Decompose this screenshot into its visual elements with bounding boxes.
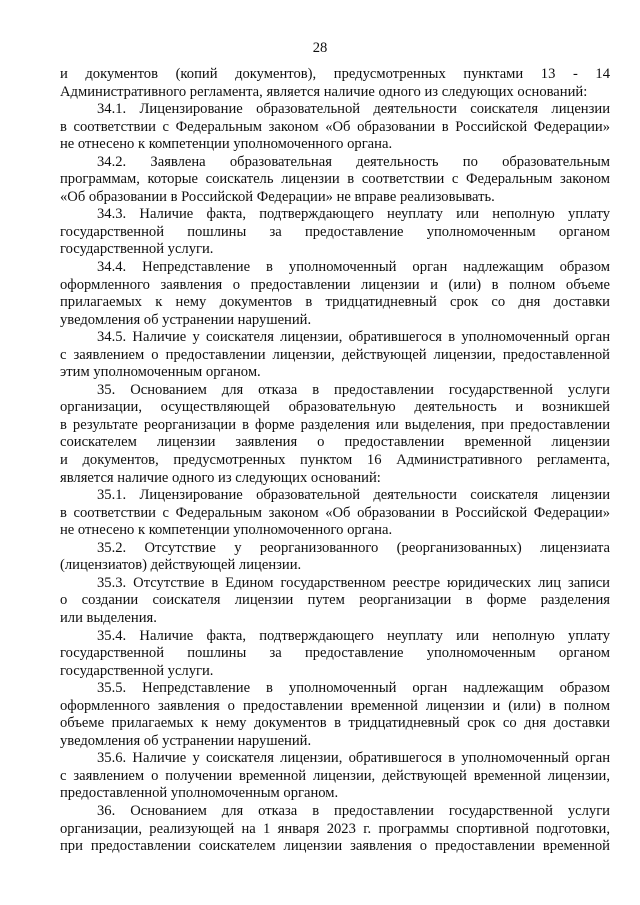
text-line: 35.5. Непредставление в уполномоченный орган надлежащим образом [97, 680, 610, 697]
text-line: прилагаемых к нему документов в тридцатидневный срок со дня доставки [60, 294, 610, 311]
paragraph [60, 540, 610, 575]
text-line: 34.1. Лицензирование образовательной деятельности соискателя лицензии [97, 101, 610, 118]
paragraph [60, 803, 610, 856]
text-line: организации, реализующей на 1 января 2023 г. программы спортивной подготовки, [60, 820, 610, 837]
paragraph [60, 154, 610, 207]
text-line: с заявлением о получении временной лицензии, действующей временной лицензии, [60, 767, 610, 784]
text-line: 35.2. Отсутствие у реорганизованного (реорганизованных) лицензиата [97, 539, 610, 556]
text-line: 34.3. Наличие факта, подтверждающего неуплату или неполную уплату [97, 206, 610, 223]
text-line: этим уполномоченным органом. [60, 364, 261, 381]
text-line: предоставленной уполномоченным органом. [60, 785, 339, 802]
text-line: «Об образовании в Российской Федерации» не вправе реализовывать. [60, 188, 495, 205]
text-line: 35.4. Наличие факта, подтверждающего неуплату или неполную уплату [97, 627, 610, 644]
text-line: 35. Основанием для отказа в предоставлении государственной услуги [97, 381, 610, 398]
text-line: с заявлением о предоставлении лицензии, действующей лицензии, предоставленной [60, 346, 610, 363]
text-line: при предоставлении соискателем лицензии заявления о предоставлении временной [60, 838, 610, 855]
text-line: 34.2. Заявлена образовательная деятельность по образовательным [97, 153, 610, 170]
text-line: уведомления об устранении нарушений. [60, 311, 312, 328]
paragraph [60, 101, 610, 154]
text-line: 34.5. Наличие у соискателя лицензии, обратившегося в уполномоченный орган [97, 329, 610, 346]
document-body [60, 66, 610, 856]
text-line: не отнесено к компетенции уполномоченного органа. [60, 136, 393, 153]
text-line: объеме прилагаемых к нему документов в тридцатидневный срок со дня доставки [60, 715, 610, 732]
text-line: не отнесено к компетенции уполномоченного органа. [60, 522, 393, 539]
paragraph [60, 206, 610, 259]
text-line: уведомления об устранении нарушений. [60, 732, 312, 749]
text-line: 35.6. Наличие у соискателя лицензии, обратившегося в уполномоченный орган [97, 750, 610, 767]
text-line: программам, которые соискатель лицензии в соответствии с Федеральным законом [60, 171, 610, 188]
text-line: 34.4. Непредставление в уполномоченный орган надлежащим образом [97, 259, 610, 276]
text-line: 35.1. Лицензирование образовательной деятельности соискателя лицензии [97, 487, 610, 504]
text-line: Административного регламента, является наличие одного из следующих оснований: [60, 83, 588, 100]
text-line: соискателем лицензии заявления о предоставлении временной лицензии [60, 434, 610, 451]
text-line: государственной пошлины за предоставление уполномоченным органом [60, 645, 610, 662]
paragraph [60, 382, 610, 487]
text-line: и документов, предусмотренных пунктом 16 Административного регламента, [60, 452, 610, 469]
page-number: 28 [312, 40, 328, 56]
text-line: государственной услуги. [60, 662, 214, 679]
paragraph [60, 575, 610, 628]
text-line: в соответствии с Федеральным законом «Об образовании в Российской Федерации» [60, 504, 610, 521]
paragraph [60, 487, 610, 540]
text-line: государственной услуги. [60, 241, 214, 258]
text-line: государственной пошлины за предоставление уполномоченным органом [60, 223, 610, 240]
text-line: в результате реорганизации в форме разделения или выделения, при предоставлении [60, 416, 610, 433]
text-line: о создании соискателя лицензии путем реорганизации в форме разделения [60, 592, 610, 609]
text-line: 36. Основанием для отказа в предоставлении государственной услуги [97, 802, 610, 819]
text-line: (лицензиатов) действующей лицензии. [60, 557, 302, 574]
text-line: или выделения. [60, 609, 157, 626]
text-line: в соответствии с Федеральным законом «Об образовании в Российской Федерации» [60, 118, 610, 135]
text-line: и документов (копий документов), предусмотренных пунктами 13 - 14 [60, 66, 610, 82]
text-line: оформленного заявления о предоставлении лицензии и (или) в полном объеме [60, 276, 610, 293]
text-line: организации, осуществляющей образовательную деятельность и возникшей [60, 399, 610, 416]
text-line: является наличие одного из следующих оснований: [60, 469, 381, 486]
paragraph [60, 259, 610, 329]
paragraph [60, 628, 610, 681]
paragraph [60, 66, 610, 101]
paragraph [60, 750, 610, 803]
paragraph [60, 329, 610, 382]
text-line: оформленного заявления о предоставлении временной лицензии и (или) в полном [60, 697, 610, 714]
text-line: 35.3. Отсутствие в Едином государственном реестре юридических лиц записи [97, 574, 610, 591]
paragraph [60, 680, 610, 750]
